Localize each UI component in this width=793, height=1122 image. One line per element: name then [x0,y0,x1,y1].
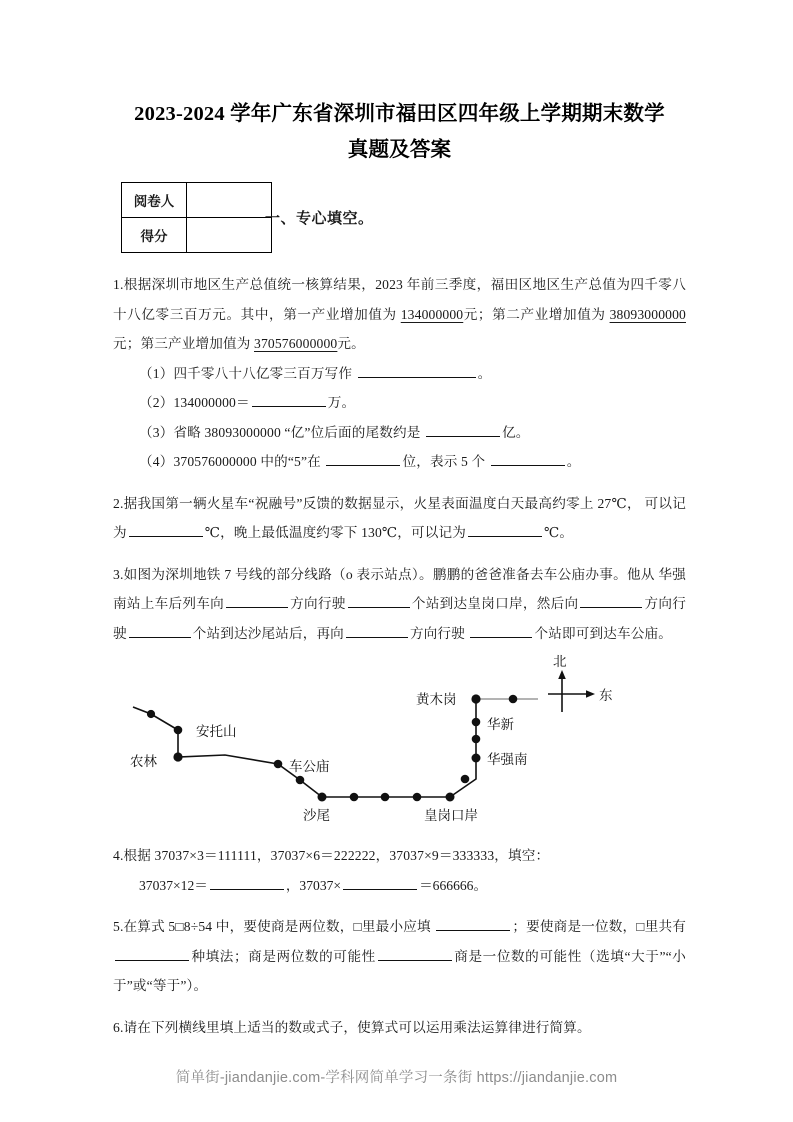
q1-sub2-text: 134000000＝ [173,395,250,410]
q1-sub2-tail: 万。 [327,395,356,410]
compass-rose [548,654,613,712]
q1-sub1-tail: 。 [477,365,492,381]
compass-north-label: 北 [553,654,567,669]
answer-blank[interactable] [426,421,500,437]
q3-number: 3. [113,566,124,582]
station-label-huaxin: 华新 [487,717,514,732]
q1-sub3-label: （3） [139,424,174,440]
q1-stem-a: 根据深圳市地区生产总值统一核算结果，2023 年前三季度，福田区地区生产总值为四千 [123,277,659,292]
q1-value-3: 370576000000 [254,336,338,351]
station-dot [461,775,470,784]
question-1 [113,270,686,359]
question-3 [113,560,686,649]
station-dot [413,793,422,802]
answer-blank[interactable] [129,622,191,638]
q1-value-2: 38093000000 [609,306,686,322]
score-value[interactable] [187,218,272,253]
station-dot [509,695,518,704]
answer-blank[interactable] [436,915,510,931]
answer-blank[interactable] [346,622,408,638]
q4-line-2c: ＝666666。 [419,877,488,893]
q1-sub3-text: 省略 38093000000 “亿”位后面的尾数约是 [173,424,421,440]
answer-blank[interactable] [343,874,417,890]
q3-line-3b: 个站到达沙尾站后，再向 [192,625,344,641]
q4-line-1: 根据 37037×3＝111111，37037×6＝222222，37037×9＝333333，填空： [123,848,550,863]
q6-line-1: 请在下列横线里填上适当的数或式子，使算式可以运用乘法运算律进行简算。 [123,1019,591,1035]
q3-line-1: 如图为深圳地铁 7 号线的部分线路（o 表示站点）。鹏鹏的爸爸准备去车公庙办事。他从 [123,566,655,582]
q3-line-3a: 方向行驶 [113,596,686,641]
q1-stem-b: 零八十八亿零三百万元。其中，第一产业增加值为 [113,277,686,322]
table-row [122,183,272,218]
q5-line-1a: 在算式 5□8÷54 中，要使商是两位数，□里最小应填 [123,919,431,934]
compass-east-label: 东 [599,688,613,703]
station-dot-huangmugang [471,694,480,703]
footer-watermark: 简单街-jiandanjie.com-学科网简单学习一条街 https://jiandanjie.com [175,1070,618,1086]
answer-blank[interactable] [129,521,203,537]
metro-map-svg [113,654,686,832]
q5-line-3: 于”“小于”或“等于”）。 [113,948,686,993]
title-line-2: 真题及答案 [347,139,452,161]
q2-line-2b: ℃，晚上最低温度约零下 130℃，可以记为 [204,525,467,540]
grader-label: 阅卷人 [122,183,187,218]
q3-line-3c: 方向行驶 [409,625,465,641]
document-content [113,96,686,1042]
q1-sub4-mid: 位，表示 5 个 [402,454,486,469]
q1-sub3-tail: 亿。 [502,424,530,440]
q4-line-2b: ，37037× [285,877,342,893]
station-dot [296,776,305,785]
answer-blank[interactable] [378,945,452,961]
answer-blank[interactable] [580,592,642,608]
q3-line-2c: 个站到达皇岗口岸，然后向 [411,596,579,611]
q3-line-4: 公庙。 [630,625,672,641]
page-title [113,96,686,168]
station-label-huanggangkouan: 皇岗口岸 [424,808,478,823]
score-table-section [113,182,686,258]
station-dot [147,710,155,718]
question-1-sub-3 [113,418,686,448]
q2-number: 2. [113,495,124,511]
answer-blank[interactable] [115,945,189,961]
q5-line-1b: ；要使商是一位数，□ [512,919,645,934]
question-6 [113,1013,686,1043]
station-label-antuoshan: 安托山 [196,724,237,739]
station-dot-nonglin [173,752,182,761]
q1-sub2-label: （2） [139,395,174,410]
q1-stem-d: 元；第三产业增加值为 [113,336,251,351]
table-row [122,218,272,253]
q2-line-2c: ℃。 [544,525,574,540]
answer-blank[interactable] [470,622,532,638]
answer-blank[interactable] [358,362,476,378]
station-dot-huaxin [472,718,481,727]
q5-number: 5. [113,919,124,934]
answer-blank[interactable] [252,391,326,407]
question-4-line-2 [113,871,686,901]
title-line-1: 2023-2024 学年广东省深圳市福田区四年级上学期期末数学 [134,103,665,125]
metro-main-line [133,699,476,797]
q3-line-3d: 个站即可到达车 [534,625,631,641]
metro-line-diagram [113,654,686,832]
station-dot-chegongmiao [274,760,283,769]
q1-sub4-text: 370576000000 中的“5”在 [173,454,321,469]
station-label-shawei: 沙尾 [303,808,330,823]
station-dot-antuoshan [174,726,183,735]
answer-blank[interactable] [468,521,542,537]
answer-blank[interactable] [348,592,410,608]
q1-sub4-tail: 。 [566,454,581,469]
grader-value[interactable] [187,183,272,218]
score-label: 得分 [122,218,187,253]
q6-number: 6. [113,1019,124,1035]
answer-blank[interactable] [210,874,284,890]
q1-sub4-label: （4） [139,454,174,469]
question-1-sub-1 [113,359,686,389]
question-1-sub-4 [113,447,686,477]
q2-line-1: 据我国第一辆火星车“祝融号”反馈的数据显示，火星表面温度白天最高约零上 27℃， [123,495,641,511]
station-dot [472,735,481,744]
q3-line-2b: 方向行驶 [290,596,346,611]
question-1-sub-2 [113,388,686,418]
station-dot [350,793,359,802]
station-dot [381,793,390,802]
section-heading: 一、专心填空。 [265,211,374,227]
compass-north-arrow-icon [558,670,566,679]
question-5 [113,912,686,1001]
answer-blank[interactable] [491,450,565,466]
q1-sub1-text: 四千零八十八亿零三百万写作 [173,365,353,381]
station-dot-huanggangkouan [446,793,455,802]
q2-line-2a: 可以记为 [113,495,686,540]
answer-blank[interactable] [326,450,400,466]
q1-sub1-label: （1） [139,365,174,381]
question-4 [113,841,686,871]
station-dot-shawei [318,793,327,802]
q5-line-2b: 种填法；商是两位数的可能性 [191,948,376,964]
station-label-chegongmiao: 车公庙 [289,759,330,774]
q5-line-2c: 商是一位数的可能性（选填“大 [453,948,646,964]
station-label-huangmugang: 黄木岗 [416,692,457,707]
q3-line-2a: 华强南站上车后列车向 [113,566,686,611]
q1-value-1: 134000000 [400,306,464,322]
station-label-nonglin: 农林 [130,754,157,769]
station-label-huaqiangnan: 华强南 [487,752,528,767]
station-dot-huaqiangnan [472,754,481,763]
q5-line-2a: 里共有 [644,919,686,934]
answer-blank[interactable] [226,592,288,608]
q1-number: 1. [113,277,124,292]
q4-number: 4. [113,848,124,863]
score-table [121,182,272,253]
q1-stem-e: 元。 [337,336,365,351]
question-2 [113,489,686,548]
q4-line-2a: 37037×12＝ [139,877,208,893]
q1-stem-c: 元；第二产业增加值为 [463,306,606,322]
compass-east-arrow-icon [586,690,595,698]
